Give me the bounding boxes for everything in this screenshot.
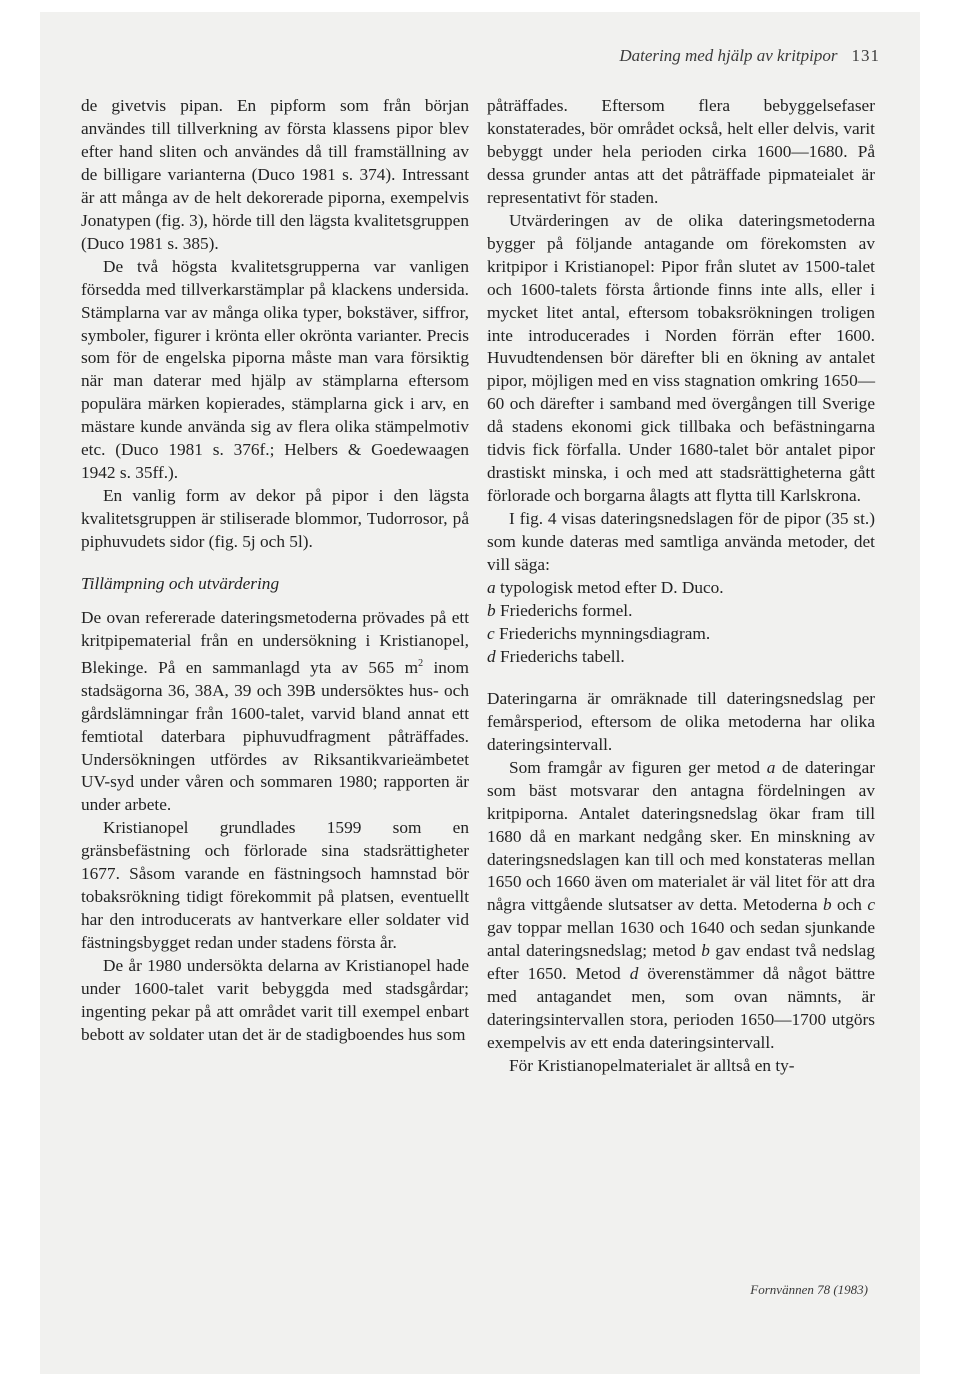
list-item xyxy=(487,623,875,646)
section-heading: Tillämpning och utvärdering xyxy=(81,574,280,594)
running-header xyxy=(80,46,880,66)
paragraph: De två högsta kvalitetsgrupperna var vanligen försedda med tillverkarstämplar på klackens undersida. Stämplarna var av många olika typer, bokstäver, siffror, symboler, figurer i krönta eller okrönta varianter. Precis som för de engelska piporna måste man vara försiktig när man daterar med hjälp av stämplarna eftersom populära märken kopierades, stämplarna gick i arv, en mästare kunde använda sig av flera olika stämpelmotiv etc. (Duco 1981 s. 376f.; Helbers & Goedewaagen 1942 s. 35ff.). xyxy=(81,256,469,483)
paragraph xyxy=(81,607,469,817)
list-letter: d xyxy=(487,646,496,666)
paragraph: För Kristianopelmaterialet är alltså en ty- xyxy=(509,1056,795,1076)
method-letter: a xyxy=(766,757,776,777)
paragraph-text: gav toppar mellan 1630 och 1640 och sedan sjunkande antal dateringsnedslag; metod xyxy=(487,918,875,961)
method-list xyxy=(487,577,875,669)
paragraph: Utvärderingen av de olika dateringsmetoderna bygger på följande antagande om förekomsten av kritpipor i Kristianopel: Pipor från slutet av 1500-talet och 1600-talets första årtionde finns inte alls, eller i mycket litet antal, eftersom tobaksrökningen troligen inte introducerades i Norden förrän efter 1600. Huvudtendensen bör därefter bli en ökning av antalet pipor, möjligen med en viss stagnation omkring 1650—60 och därefter i samband med övergången till Sverige då stadens ekonomi gick tillbaka och befästningarna tidvis fick förfalla. Under 1680-talet bör antalet pipor drastiskt minska, i och med att stadsrättigheterna gått förlorade och borgarna ålagts att flytta till Karlskrona. xyxy=(487,210,875,506)
left-column xyxy=(81,95,469,1047)
paragraph: I fig. 4 visas dateringsnedslagen för de pipor (35 st.) som kunde dateras med samtliga använda metoder, det vill säga: xyxy=(487,509,875,575)
list-item xyxy=(487,600,875,623)
paragraph xyxy=(487,757,875,1055)
list-item xyxy=(487,577,875,600)
paragraph-text: överenstämmer då något bättre med antagandet men, som ovan nämnts, är dateringsintervallen stora, perioden 1650—1700 utgörs exempelvis av ett enda dateringsintervall. xyxy=(487,964,875,1053)
paragraph: Dateringarna är omräknade till dateringsnedslag per femårsperiod, eftersom de olika metoderna har olika dateringsintervall. xyxy=(487,688,875,754)
list-text: Friederichs formel. xyxy=(495,600,633,620)
list-letter: b xyxy=(487,600,496,620)
running-title: Datering med hjälp av kritpipor xyxy=(619,46,838,65)
paragraph: Kristianopel grundlades 1599 som en gränsbefästning och förlorade sina stadsrättigheter 1677. Såsom varande en fästningsoch hamnstad bör tobaksrökning tidigt förekommit på platsen, eventuellt har den introducerats av hantverkare eller soldater vid fästningsbygget redan under stadens första år. xyxy=(81,818,469,953)
method-letter: d xyxy=(629,964,639,984)
paragraph: De år 1980 undersökta delarna av Kristianopel hade under 1600-talet varit bebyggda med stadsgårdar; ingenting pekar på att området varit till exempel enbart bebott av soldater utan det är de stadigboendes hus som xyxy=(81,956,469,1044)
method-letter: b xyxy=(822,895,832,915)
paragraph: de givetvis pipan. En pipform som från början användes till tillverkning av första klassens pipor blev efter hand sliten och användes då till framställning av de billigare varianterna (Duco 1981 s. 374). Intressant är att många av de helt dekorerade piporna, exempelvis Jonatypen (fig. 3), hörde till den lägsta kvalitetsgruppen (Duco 1981 s. 385). xyxy=(81,96,469,253)
paragraph-text: och xyxy=(831,895,868,915)
paragraph: påträffades. Eftersom flera bebyggelsefaser konstaterades, bör området också, helt eller delvis, varit bebyggt under hela perioden cirka 1600—1680. På dessa grunder antas att det påträffade pipmateialet är representativt för staden. xyxy=(487,96,875,207)
list-text: typologisk metod efter D. Duco. xyxy=(495,578,724,598)
page-number: 131 xyxy=(851,46,880,65)
paragraph-text: De ovan refererade dateringsmetoderna prövades på ett kritpipematerial från en undersökning i Kristianopel, Blekinge. På en sammanlagd yta av 565 m xyxy=(81,608,469,677)
list-text: Friederichs mynningsdiagram. xyxy=(494,623,711,643)
footer-journal: Fornvännen 78 (1983) xyxy=(750,1282,868,1297)
right-column xyxy=(487,95,875,1078)
superscript: 2 xyxy=(418,657,424,669)
list-text: Friederichs tabell. xyxy=(495,646,625,666)
paragraph-text: inom stadsägorna 36, 38A, 39 och 39B undersöktes hus- och gårdslämningar från 1600-talet, varvid bland annat ett femtiotal daterbara piphuvudfragment påträffades. Undersökningen utfördes av Riksantikvarieämbetet UV-syd under våren och sommaren 1980; rapporten är under arbete. xyxy=(81,657,469,815)
list-letter: c xyxy=(487,623,495,643)
paragraph-text: Som framgår av figuren ger metod xyxy=(509,757,767,777)
paragraph: En vanlig form av dekor på pipor i den lägsta kvalitetsgruppen är stiliserade blommor, Tudorrosor, på piphuvudets sidor (fig. 5j och 5l). xyxy=(81,486,469,552)
method-letter: b xyxy=(701,941,710,961)
list-letter: a xyxy=(487,578,496,598)
paragraph-text: de dateringar som bäst motsvarar den antagna fördelningen av kritpiporna. Antalet dateringsnedslag ökar fram till 1680 då en markant nedgång sker. En minskning av dateringsnedslagen kan till och med konstateras mellan 1650 och 1660 även om materialet är väl litet för att dra några vittgående slutsatser av detta. Metoderna xyxy=(487,757,876,915)
method-letter: c xyxy=(867,895,875,915)
paragraph-text: gav endast två nedslag efter 1650. Metod xyxy=(487,941,875,984)
list-item xyxy=(487,646,875,669)
